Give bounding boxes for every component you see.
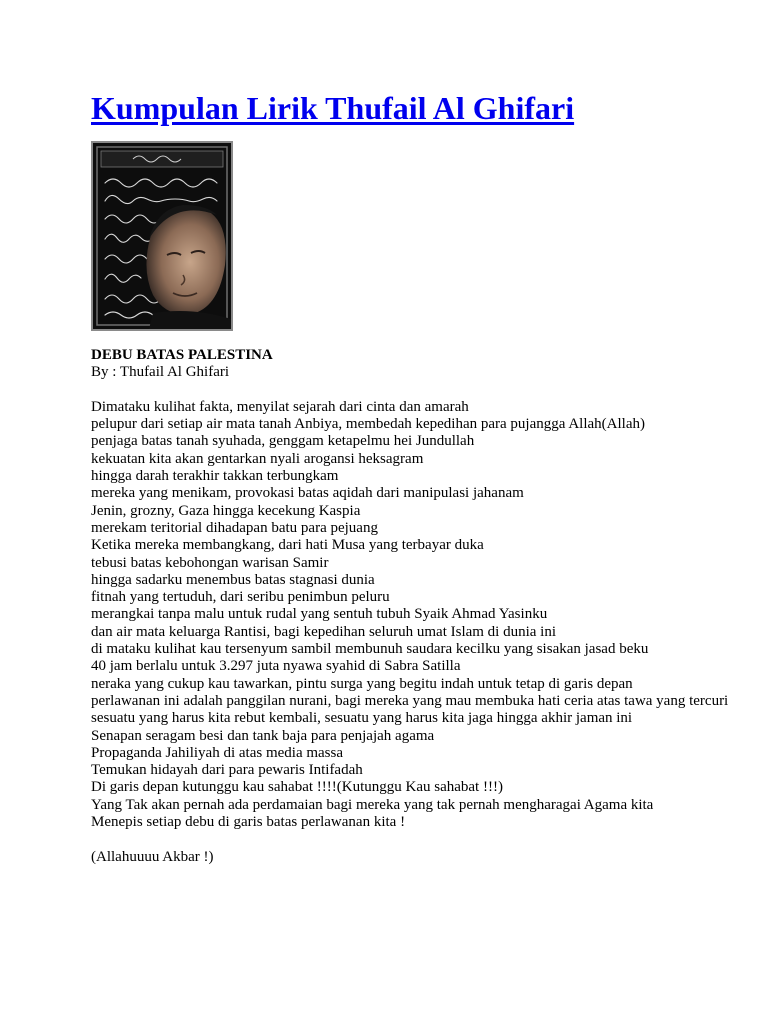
lyric-line: mereka yang menikam, provokasi batas aqidah dari manipulasi jahanam: [91, 485, 524, 502]
page-title-link[interactable]: Kumpulan Lirik Thufail Al Ghifari: [91, 90, 575, 126]
song-closing: (Allahuuuu Akbar !): [91, 848, 214, 865]
song-title: DEBU BATAS PALESTINA: [91, 347, 273, 363]
lyric-line: merangkai tanpa malu untuk rudal yang sentuh tubuh Syaik Ahmad Yasinku: [91, 606, 548, 623]
lyrics-section: [91, 347, 761, 866]
lyric-line: Di garis depan kutunggu kau sahabat !!!!(Kutunggu Kau sahabat !!!): [91, 779, 503, 796]
lyric-line: merekam teritorial dihadapan batu para pejuang: [91, 519, 378, 536]
lyric-line: hingga darah terakhir takkan terbungkam: [91, 468, 339, 485]
lyric-line: Senapan seragam besi dan tank baja para penjajah agama: [91, 727, 435, 744]
lyric-line: tebusi batas kebohongan warisan Samir: [91, 554, 329, 571]
song-byline: By : Thufail Al Ghifari: [91, 364, 230, 381]
lyric-line: Menepis setiap debu di garis batas perlawanan kita !: [91, 814, 406, 831]
portrait-photo-graphic: [93, 143, 231, 329]
spacer: [91, 831, 761, 848]
page-title: [91, 88, 574, 128]
spacer: [91, 382, 761, 399]
lyric-line: perlawanan ini adalah panggilan nurani, bagi mereka yang mau membuka hati ceria atas tawa yang tercuri: [91, 692, 729, 709]
lyric-line: penjaga batas tanah syuhada, genggam ketapelmu hei Jundullah: [91, 433, 475, 450]
lyric-line: neraka yang cukup kau tawarkan, pintu surga yang begitu indah untuk tetap di garis depan: [91, 675, 633, 692]
lyric-line: pelupur dari setiap air mata tanah Anbiya, membedah kepedihan para pujangga Allah(Allah): [91, 416, 645, 433]
lyric-line: Yang Tak akan pernah ada perdamaian bagi mereka yang tak pernah mengharagai Agama kita: [91, 796, 654, 813]
lyrics-lines: [91, 399, 761, 831]
lyric-line: hingga sadarku menembus batas stagnasi dunia: [91, 571, 375, 588]
lyric-line: Dimataku kulihat fakta, menyilat sejarah dari cinta dan amarah: [91, 398, 469, 415]
lyric-line: Propaganda Jahiliyah di atas media massa: [91, 744, 344, 761]
lyric-line: sesuatu yang harus kita rebut kembali, sesuatu yang harus kita jaga hingga akhir jaman ini: [91, 710, 633, 727]
lyric-line: kekuatan kita akan gentarkan nyali arogansi heksagram: [91, 450, 424, 467]
lyric-line: 40 jam berlalu untuk 3.297 juta nyawa syahid di Sabra Satilla: [91, 658, 461, 675]
lyric-line: Jenin, grozny, Gaza hingga kecekung Kaspia: [91, 502, 361, 519]
portrait-photo: [91, 141, 233, 331]
lyric-line: fitnah yang tertuduh, dari seribu penimbun peluru: [91, 589, 390, 606]
lyric-line: di mataku kulihat kau tersenyum sambil membunuh saudara kecilku yang sisakan jasad beku: [91, 641, 649, 658]
lyric-line: Ketika mereka membangkang, dari hati Musa yang terbayar duka: [91, 537, 484, 554]
lyric-line: Temukan hidayah dari para pewaris Intifadah: [91, 762, 363, 779]
lyric-line: dan air mata keluarga Rantisi, bagi kepedihan seluruh umat Islam di dunia ini: [91, 623, 557, 640]
